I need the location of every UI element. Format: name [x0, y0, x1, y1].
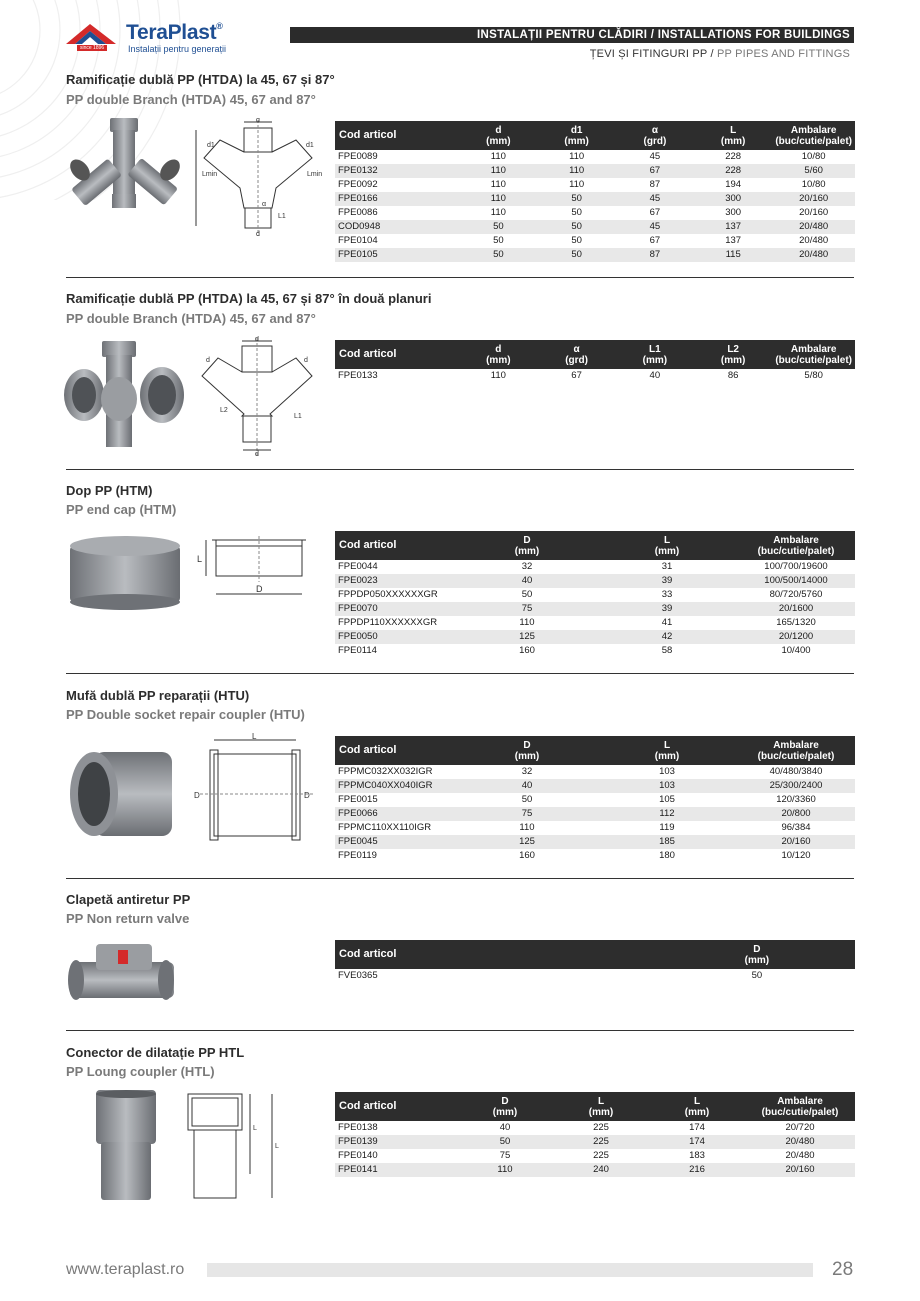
svg-text:d1: d1 — [306, 142, 314, 149]
technical-drawing-double-branch — [190, 118, 330, 238]
table-cell: 110 — [459, 192, 537, 206]
table-cell: 42 — [597, 630, 737, 644]
table-cell: 20/480 — [772, 220, 855, 234]
table-row — [335, 1121, 855, 1135]
table-row — [335, 969, 855, 983]
section-title-loung-coupler: Conector de dilatație PP HTL — [66, 1045, 245, 1060]
table-row — [335, 602, 855, 616]
article-code-cell: FVE0365 — [338, 970, 378, 981]
article-code-cell: FPE0066 — [335, 807, 457, 821]
table-row — [335, 248, 855, 262]
table-cell: 300 — [694, 192, 772, 206]
svg-text:L1: L1 — [278, 213, 286, 220]
teraplast-logo[interactable] — [66, 22, 236, 58]
table-cell: 216 — [649, 1163, 745, 1177]
table-cell: 110 — [457, 1163, 553, 1177]
column-header: Cod articol — [335, 940, 659, 969]
table-row — [335, 560, 855, 574]
table-cell: 120/3360 — [776, 794, 816, 805]
table-cell: 115 — [694, 248, 772, 262]
svg-text:D: D — [304, 791, 310, 800]
table-cell: 20/720 — [785, 1122, 815, 1133]
technical-drawing-repair-coupler — [190, 732, 320, 848]
spec-table-htda-two-planes — [335, 340, 855, 383]
table-cell: 183 — [689, 1150, 705, 1161]
table-cell: 67 — [571, 370, 582, 381]
article-code-cell: FPE0132 — [335, 164, 459, 178]
table-row — [335, 849, 855, 863]
column-header: Ambalare (buc/cutie/palet) — [745, 1092, 855, 1121]
svg-text:L: L — [252, 732, 257, 741]
table-row — [335, 1163, 855, 1177]
table-header-row — [335, 1092, 855, 1121]
spec-table-repair-coupler — [335, 736, 855, 863]
column-header: L (mm) — [597, 736, 737, 765]
article-code-cell: FPE0166 — [335, 192, 459, 206]
column-header: d (mm) — [459, 340, 537, 369]
table-cell: 5/80 — [804, 370, 823, 381]
article-code-cell: FPE0105 — [335, 248, 459, 262]
table-cell: 45 — [616, 192, 694, 206]
table-cell: 32 — [521, 561, 533, 572]
spec-table-non-return-valve — [335, 940, 855, 983]
column-header: D (mm) — [457, 1092, 553, 1121]
article-code-cell: FPE0089 — [338, 151, 378, 162]
article-code-cell: FPE0015 — [338, 794, 378, 805]
table-cell: 100/700/19600 — [764, 561, 828, 572]
table-cell: 33 — [661, 589, 673, 600]
footer-bar — [207, 1263, 813, 1277]
column-header: Cod articol — [335, 736, 457, 765]
article-code-cell: FPE0139 — [335, 1135, 457, 1149]
table-cell: 80/720/5760 — [769, 589, 823, 600]
table-cell: 20/1600 — [737, 602, 855, 616]
technical-drawing-end-cap — [194, 536, 314, 600]
table-cell: 20/160 — [745, 1163, 855, 1177]
section-subtitle-htda-two-planes: PP double Branch (HTDA) 45, 67 and 87° — [66, 311, 316, 326]
table-row — [335, 821, 855, 835]
table-cell: 50 — [571, 207, 582, 218]
column-header: L1 (mm) — [616, 340, 694, 369]
table-cell: 20/480 — [772, 248, 855, 262]
table-cell: 228 — [725, 151, 742, 162]
table-cell: 67 — [649, 207, 661, 218]
article-code-cell: FPE0133 — [338, 370, 378, 381]
table-row — [335, 192, 855, 206]
table-cell: 67 — [649, 235, 661, 246]
product-photo-loung-coupler — [92, 1090, 160, 1202]
table-cell: 180 — [659, 850, 675, 861]
table-cell: 160 — [519, 645, 535, 656]
table-row — [335, 588, 855, 602]
svg-text:D: D — [194, 791, 200, 800]
svg-text:d: d — [256, 118, 260, 124]
column-header: L (mm) — [694, 121, 772, 150]
table-cell: 110 — [519, 822, 535, 833]
table-cell: 110 — [538, 164, 616, 178]
table-row — [335, 616, 855, 630]
svg-text:D: D — [256, 584, 263, 594]
table-cell: 40 — [457, 779, 597, 793]
article-code-cell: FPE0086 — [338, 207, 378, 218]
table-cell: 87 — [616, 248, 694, 262]
product-photo-double-branch — [62, 118, 188, 210]
footer-website-link[interactable]: www.teraplast.ro — [66, 1261, 185, 1278]
article-code-cell: FPE0138 — [338, 1122, 378, 1133]
article-code-cell: COD0948 — [335, 220, 459, 234]
table-cell: 50 — [457, 1135, 553, 1149]
svg-text:L1: L1 — [294, 413, 302, 420]
svg-text:L: L — [197, 554, 203, 564]
product-photo-end-cap — [66, 532, 184, 612]
column-header: Ambalare (buc/cutie/palet) — [772, 121, 855, 150]
table-row — [335, 630, 855, 644]
article-code-cell: FPE0092 — [338, 179, 378, 190]
category-header: INSTALAȚII PENTRU CLĂDIRI / INSTALLATIONS FOR BUILDINGS — [290, 27, 854, 43]
article-code-cell: FPE0114 — [338, 645, 377, 656]
table-cell: 160 — [519, 850, 535, 861]
column-header: d (mm) — [459, 121, 537, 150]
table-cell: 20/480 — [785, 1150, 815, 1161]
section-title-htda-two-planes: Ramificație dublă PP (HTDA) la 45, 67 și 87° în două planuri — [66, 291, 432, 306]
product-photo-repair-coupler — [68, 746, 176, 842]
table-cell: 100/500/14000 — [737, 574, 855, 588]
table-cell: 10/400 — [781, 645, 811, 656]
column-header: Ambalare (buc/cutie/palet) — [737, 531, 855, 560]
brand-name: TeraPlast® — [126, 21, 223, 44]
table-cell: 50 — [571, 235, 582, 246]
spec-table-end-cap — [335, 531, 855, 658]
since-label: since 1896 — [77, 45, 107, 51]
table-row — [335, 1149, 855, 1163]
table-row — [335, 206, 855, 220]
article-code-cell: FPE0023 — [335, 574, 457, 588]
section-title-htda: Ramificație dublă PP (HTDA) la 45, 67 și 87° — [66, 72, 335, 87]
table-row — [335, 369, 855, 383]
svg-text:d1: d1 — [207, 142, 215, 149]
section-divider — [66, 673, 854, 674]
section-title-repair-coupler: Mufă dublă PP reparații (HTU) — [66, 688, 250, 703]
table-cell: 20/800 — [737, 807, 855, 821]
table-cell: 110 — [490, 207, 506, 218]
table-cell: 20/480 — [799, 235, 829, 246]
article-code-cell: FPPMC032XX032IGR — [338, 766, 433, 777]
column-header: D (mm) — [659, 940, 855, 969]
table-cell: 40/480/3840 — [769, 766, 823, 777]
table-row — [335, 644, 855, 658]
section-subtitle-htda: PP double Branch (HTDA) 45, 67 and 87° — [66, 92, 316, 107]
table-cell: 194 — [725, 179, 742, 190]
column-header: α (grd) — [616, 121, 694, 150]
table-cell: 75 — [499, 1150, 511, 1161]
column-header: Ambalare (buc/cutie/palet) — [737, 736, 855, 765]
table-cell: 174 — [689, 1122, 705, 1133]
article-code-cell: FPE0104 — [338, 235, 378, 246]
table-cell: 67 — [616, 164, 694, 178]
table-cell: 45 — [649, 151, 661, 162]
spec-table-loung-coupler — [335, 1092, 855, 1177]
section-divider — [66, 878, 854, 879]
section-subtitle-non-return-valve: PP Non return valve — [66, 911, 190, 926]
table-cell: 125 — [457, 630, 597, 644]
table-cell: 50 — [521, 589, 533, 600]
section-divider — [66, 1030, 854, 1031]
table-cell: 40 — [499, 1122, 511, 1133]
table-cell: 110 — [490, 370, 506, 381]
svg-text:d: d — [206, 357, 210, 364]
table-cell: 50 — [538, 220, 616, 234]
article-code-cell: FPE0140 — [338, 1150, 378, 1161]
table-cell: 10/120 — [781, 850, 811, 861]
table-cell: 110 — [569, 151, 585, 162]
svg-text:Lmin: Lmin — [307, 171, 323, 178]
article-code-cell: FPE0050 — [335, 630, 457, 644]
table-cell: 50 — [538, 248, 616, 262]
table-cell: 110 — [490, 179, 506, 190]
table-row — [335, 765, 855, 779]
table-cell: 103 — [659, 766, 675, 777]
table-cell: 228 — [694, 164, 772, 178]
svg-text:Lmin: Lmin — [202, 171, 218, 178]
table-cell: 50 — [459, 220, 537, 234]
column-header: d1 (mm) — [538, 121, 616, 150]
table-row — [335, 835, 855, 849]
table-cell: 165/1320 — [776, 617, 816, 628]
svg-text:d: d — [255, 336, 259, 343]
table-row — [335, 779, 855, 793]
table-cell: 225 — [553, 1135, 649, 1149]
svg-text:L: L — [253, 1125, 257, 1132]
table-cell: 119 — [659, 822, 675, 833]
table-cell: 41 — [661, 617, 673, 628]
section-divider — [66, 277, 854, 278]
table-cell: 40 — [649, 370, 661, 381]
section-subtitle-repair-coupler: PP Double socket repair coupler (HTU) — [66, 707, 305, 722]
column-header: Cod articol — [335, 340, 459, 369]
article-code-cell: FPE0045 — [335, 835, 457, 849]
table-cell: 110 — [519, 617, 535, 628]
table-cell: 50 — [493, 235, 504, 246]
article-code-cell: FPPMC110XX110IGR — [338, 822, 432, 833]
column-header: Cod articol — [335, 121, 459, 150]
product-photo-non-return-valve — [66, 934, 178, 1014]
table-cell: 20/160 — [799, 207, 829, 218]
table-cell: 87 — [649, 179, 661, 190]
column-header: D (mm) — [457, 736, 597, 765]
table-cell: 125 — [457, 835, 597, 849]
table-cell: 40 — [457, 574, 597, 588]
column-header: L (mm) — [597, 531, 737, 560]
table-cell: 20/480 — [745, 1135, 855, 1149]
table-row — [335, 178, 855, 192]
table-cell: 86 — [727, 370, 739, 381]
table-row — [335, 234, 855, 248]
svg-text:α: α — [262, 201, 267, 208]
column-header: α (grd) — [537, 340, 615, 369]
svg-text:d: d — [255, 451, 259, 458]
technical-drawing-branch-two-planes — [190, 336, 330, 458]
table-row — [335, 164, 855, 178]
svg-text:d: d — [256, 231, 260, 238]
technical-drawing-loung-coupler — [184, 1090, 284, 1202]
article-code-cell: FPE0119 — [338, 850, 377, 861]
article-code-cell: FPE0044 — [338, 561, 378, 572]
table-cell: 174 — [649, 1135, 745, 1149]
table-cell: 45 — [616, 220, 694, 234]
table-cell: 185 — [597, 835, 737, 849]
table-header-row — [335, 736, 855, 765]
table-cell: 240 — [553, 1163, 649, 1177]
column-header: L2 (mm) — [694, 340, 772, 369]
table-cell: 112 — [597, 807, 737, 821]
table-cell: 75 — [457, 807, 597, 821]
table-row — [335, 793, 855, 807]
section-title-end-cap: Dop PP (HTM) — [66, 483, 153, 498]
table-cell: 50 — [459, 248, 537, 262]
column-header: Cod articol — [335, 1092, 457, 1121]
section-subtitle-end-cap: PP end cap (HTM) — [66, 502, 177, 517]
table-cell: 39 — [597, 602, 737, 616]
table-header-row — [335, 340, 855, 369]
column-header: Cod articol — [335, 531, 457, 560]
section-divider — [66, 469, 854, 470]
column-header: Ambalare (buc/cutie/palet) — [772, 340, 855, 369]
table-cell: 103 — [597, 779, 737, 793]
table-cell: 10/80 — [801, 151, 826, 162]
table-row — [335, 807, 855, 821]
table-row — [335, 220, 855, 234]
table-cell: 58 — [661, 645, 673, 656]
svg-text:L: L — [275, 1143, 279, 1150]
table-header-row — [335, 531, 855, 560]
article-code-cell: FPPDP050XXXXXXGR — [338, 589, 438, 600]
table-row — [335, 1135, 855, 1149]
page-number: 28 — [832, 1259, 854, 1280]
article-code-cell: FPPDP110XXXXXXGR — [338, 617, 438, 628]
table-cell: 20/160 — [737, 835, 855, 849]
table-cell: 75 — [457, 602, 597, 616]
table-cell: 105 — [659, 794, 675, 805]
table-cell: 39 — [597, 574, 737, 588]
table-cell: 50 — [538, 192, 616, 206]
column-header: D (mm) — [457, 531, 597, 560]
table-header-row — [335, 121, 855, 150]
table-cell: 32 — [521, 766, 533, 777]
table-cell: 110 — [490, 151, 506, 162]
section-subtitle-loung-coupler: PP Loung coupler (HTL) — [66, 1064, 215, 1079]
table-row — [335, 574, 855, 588]
table-cell: 10/80 — [801, 179, 826, 190]
table-cell: 137 — [725, 235, 742, 246]
table-cell: 300 — [725, 207, 742, 218]
subcategory-header: ȚEVI ȘI FITINGURI PP / PP PIPES AND FITTINGS — [589, 48, 850, 60]
product-photo-branch-two-planes — [62, 337, 190, 455]
table-row — [335, 150, 855, 164]
table-cell: 225 — [593, 1122, 609, 1133]
brand-tagline: Instalații pentru generații — [128, 44, 227, 54]
table-cell: 137 — [694, 220, 772, 234]
table-header-row — [335, 940, 855, 969]
table-cell: 225 — [593, 1150, 609, 1161]
svg-text:d: d — [304, 357, 308, 364]
table-cell: 96/384 — [781, 822, 811, 833]
article-code-cell: FPE0070 — [335, 602, 457, 616]
section-title-non-return-valve: Clapetă antiretur PP — [66, 892, 191, 907]
svg-text:L2: L2 — [220, 407, 228, 414]
article-code-cell: FPPMC040XX040IGR — [335, 779, 457, 793]
article-code-cell: FPE0141 — [335, 1163, 457, 1177]
column-header: L (mm) — [649, 1092, 745, 1121]
spec-table-htda — [335, 121, 855, 262]
table-cell: 31 — [661, 561, 673, 572]
table-cell: 20/160 — [772, 192, 855, 206]
table-cell: 110 — [569, 179, 585, 190]
table-cell: 20/1200 — [737, 630, 855, 644]
table-cell: 5/60 — [772, 164, 855, 178]
table-cell: 25/300/2400 — [737, 779, 855, 793]
table-cell: 110 — [459, 164, 537, 178]
table-cell: 50 — [521, 794, 533, 805]
column-header: L (mm) — [553, 1092, 649, 1121]
table-cell: 50 — [751, 970, 763, 981]
